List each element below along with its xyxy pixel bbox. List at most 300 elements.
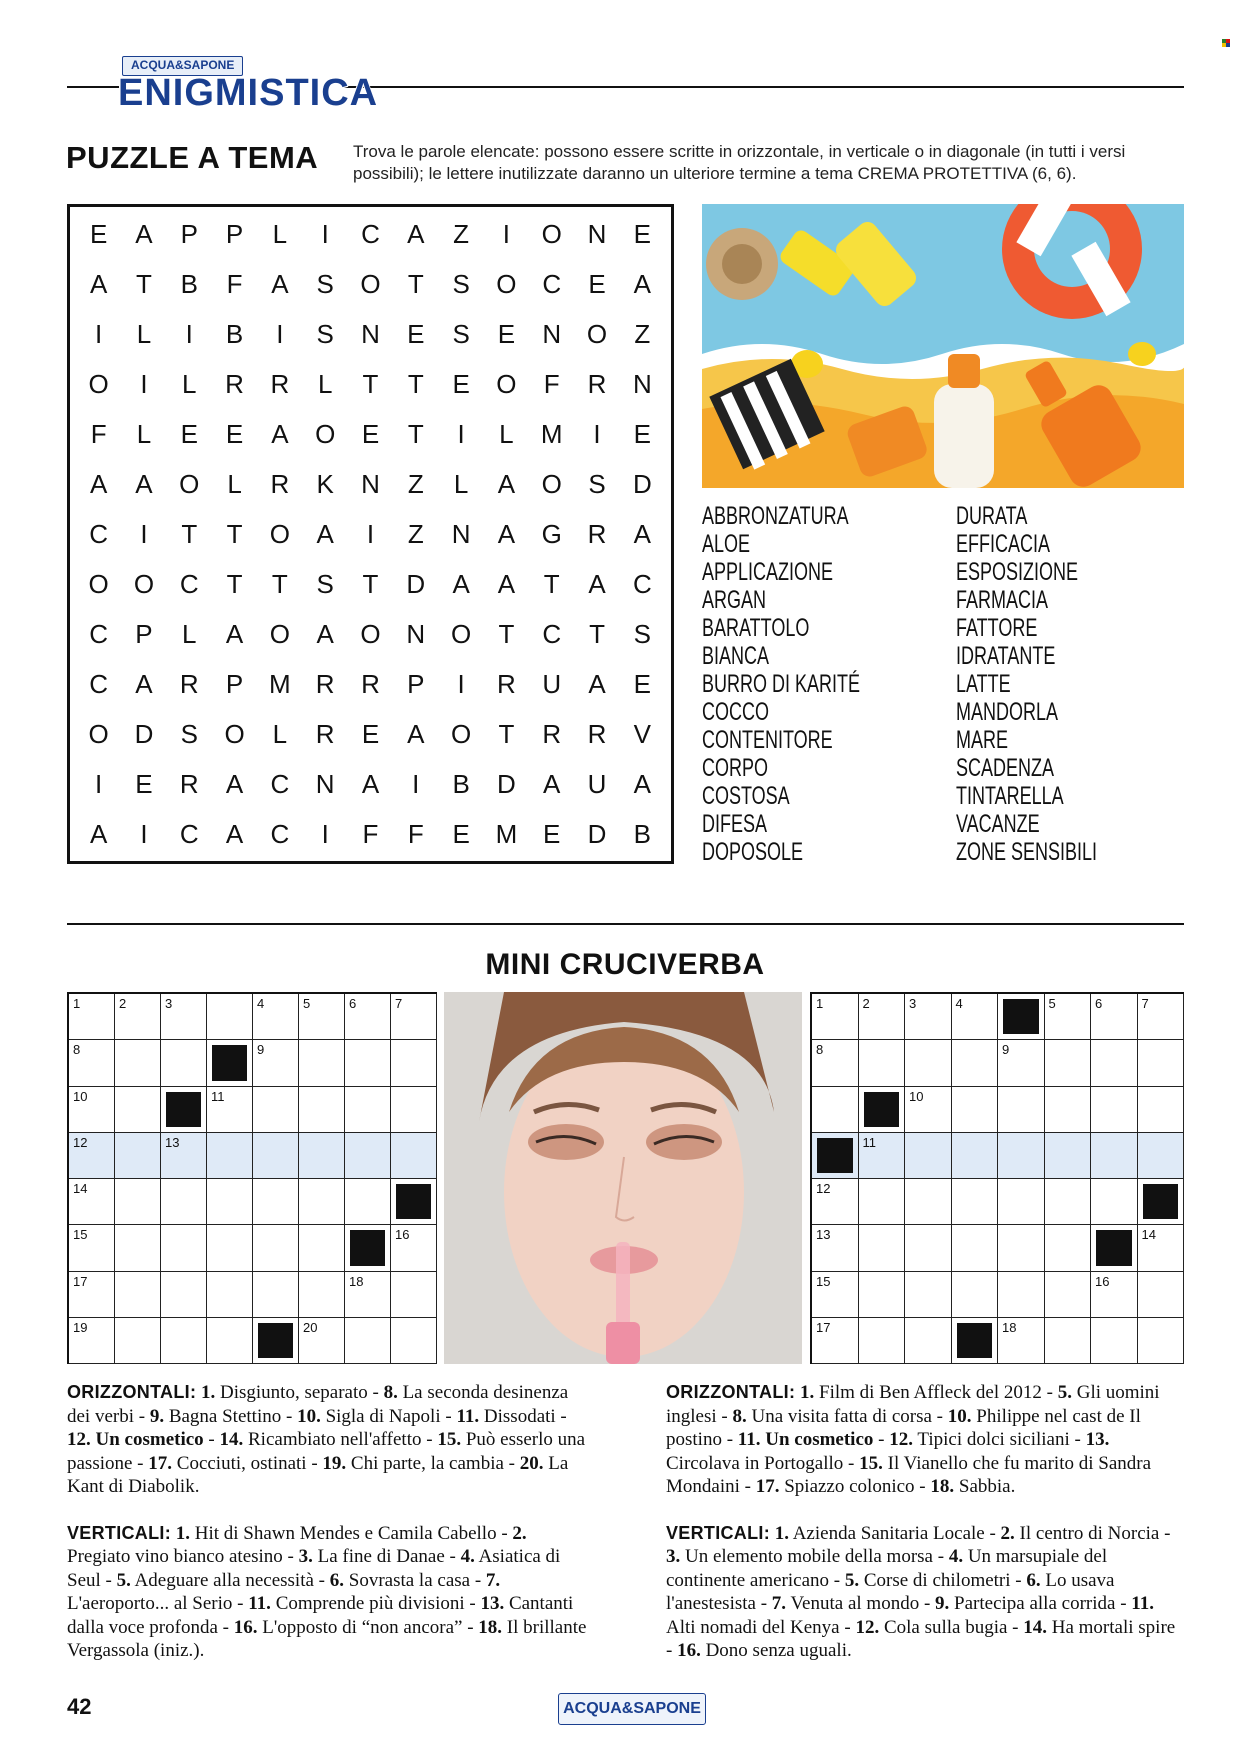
crossword-cell[interactable] — [207, 1225, 253, 1271]
puzzle-title: PUZZLE A TEMA — [66, 140, 319, 175]
clue-number: 9. — [149, 1405, 165, 1427]
grid-letter: L — [227, 468, 242, 499]
grid-letter: N — [406, 618, 426, 649]
clue-number: 2. — [512, 1522, 527, 1544]
crossword-cell[interactable] — [1091, 1040, 1138, 1086]
clue-text: Cantanti dalla voce profonda - — [67, 1593, 574, 1638]
word-item: ABBRONZATURA — [702, 502, 849, 530]
crossword-cell[interactable] — [1091, 1179, 1138, 1225]
word-item: LATTE — [956, 670, 1011, 698]
cell-number: 5 — [1048, 996, 1056, 1011]
grid-letter: R — [587, 518, 607, 549]
grid-letter: N — [587, 218, 607, 249]
crossword-cell[interactable] — [299, 1087, 345, 1133]
crossword-cell[interactable] — [161, 1318, 207, 1364]
crossword-cell[interactable] — [69, 1272, 115, 1318]
cell-number: 3 — [909, 996, 917, 1011]
word-item: ARGAN — [702, 586, 767, 614]
word-item: DURATA — [956, 502, 1028, 530]
crossword-cell[interactable] — [391, 1040, 437, 1086]
word-item: DIFESA — [702, 810, 768, 838]
clue-text: Cocciuti, ostinati - — [172, 1452, 323, 1474]
crossword-cell[interactable] — [299, 1318, 345, 1364]
word-item: IDRATANTE — [956, 642, 1056, 670]
clue-number: 14. — [1023, 1616, 1047, 1638]
header-rule-right — [344, 86, 1184, 88]
grid-letter: U — [542, 668, 562, 699]
clue-text: La fine di Danae - — [312, 1546, 461, 1567]
grid-letter: E — [633, 668, 652, 699]
grid-letter: A — [497, 568, 516, 599]
crossword-cell[interactable] — [952, 1272, 999, 1318]
grid-letter: T — [226, 518, 243, 549]
grid-letter: I — [321, 818, 329, 849]
crossword-cell[interactable] — [998, 1318, 1045, 1364]
clue-number: 15. — [859, 1452, 883, 1474]
cell-number: 2 — [119, 996, 127, 1011]
clue-number: 20. — [519, 1452, 544, 1474]
grid-letter: A — [225, 768, 244, 799]
word-item: COCCO — [702, 698, 770, 726]
crossword-cell[interactable] — [859, 1225, 906, 1271]
crossword-cell[interactable] — [391, 1225, 437, 1271]
footer-logo: ACQUA&SAPONE — [558, 1693, 706, 1725]
grid-letter: M — [540, 418, 563, 449]
grid-letter: A — [89, 468, 108, 499]
grid-letter: R — [361, 668, 380, 699]
clue-text: Ha mortali spire - — [666, 1616, 1176, 1661]
crossword-cell[interactable] — [69, 1318, 115, 1364]
page-number: 42 — [67, 1694, 92, 1719]
clue-text: Circolava in Portogallo - — [666, 1452, 860, 1474]
grid-letter: C — [542, 618, 562, 649]
word-item: FARMACIA — [956, 586, 1049, 614]
clue-text: Ricambiato nell'affetto - — [243, 1429, 438, 1450]
grid-letter: C — [632, 568, 652, 599]
crossword-cell[interactable] — [952, 1225, 999, 1271]
crossword-black-cell — [998, 994, 1045, 1040]
grid-letter: I — [276, 318, 284, 349]
grid-letter: I — [593, 418, 601, 449]
crossword-cell[interactable] — [859, 994, 906, 1040]
crossword-cell[interactable] — [1091, 1087, 1138, 1133]
grid-letter: T — [226, 568, 243, 599]
crossword-cell[interactable] — [1091, 1133, 1138, 1179]
crossword-cell[interactable] — [69, 1087, 115, 1133]
crossword-cell[interactable] — [952, 994, 999, 1040]
crossword-cell[interactable] — [161, 1272, 207, 1318]
grid-letter: E — [588, 268, 606, 299]
clue-number: 11. Un cosmetico — [737, 1429, 874, 1450]
crossword-cell[interactable] — [161, 1133, 207, 1179]
crossword-cell[interactable] — [253, 1225, 299, 1271]
crossword-cell[interactable] — [345, 1040, 391, 1086]
crossword-cell[interactable] — [859, 1272, 906, 1318]
grid-letter: L — [182, 368, 197, 399]
clue-text: Partecipa alla corrida - — [949, 1593, 1132, 1614]
crossword-cell[interactable] — [69, 1040, 115, 1086]
crossword-cell[interactable] — [1045, 1225, 1092, 1271]
grid-letter: E — [452, 368, 470, 399]
crossword-cell[interactable] — [905, 1272, 952, 1318]
crossword-cell[interactable] — [1138, 1318, 1185, 1364]
crossword-cell[interactable] — [1138, 1040, 1185, 1086]
crossword-black-cell — [1138, 1179, 1185, 1225]
grid-letter: E — [361, 418, 380, 449]
crossword-cell[interactable] — [952, 1087, 999, 1133]
grid-letter: A — [271, 268, 289, 299]
crossword-cell[interactable] — [207, 1087, 253, 1133]
grid-letter: A — [452, 568, 470, 599]
word-item: SCADENZA — [956, 754, 1055, 782]
cell-number: 6 — [1095, 996, 1103, 1011]
crossword-cell[interactable] — [345, 1133, 391, 1179]
cell-number: 7 — [1141, 996, 1149, 1011]
crossword-cell[interactable] — [1045, 1272, 1092, 1318]
crossword-cell[interactable] — [998, 1133, 1045, 1179]
cell-number: 9 — [257, 1042, 265, 1058]
crossword-cell[interactable] — [299, 1272, 345, 1318]
horizontal-heading: ORIZZONTALI: — [666, 1382, 796, 1402]
crossword-cell[interactable] — [161, 994, 207, 1040]
crossword-cell[interactable] — [69, 1179, 115, 1225]
crossword-cell[interactable] — [952, 1040, 999, 1086]
cell-number: 16 — [1095, 1273, 1110, 1289]
crossword-cell[interactable] — [859, 1040, 906, 1086]
cell-number: 14 — [1141, 1227, 1156, 1243]
crossword-cell[interactable] — [1045, 1087, 1092, 1133]
grid-letter: O — [541, 468, 562, 499]
section-divider — [67, 923, 1184, 925]
crossword-cell[interactable] — [69, 1133, 115, 1179]
grid-letter: S — [633, 618, 652, 649]
cell-number: 1 — [73, 996, 81, 1011]
clue-number: 4. — [948, 1546, 964, 1567]
crossword-cell[interactable] — [1138, 1133, 1185, 1179]
crossword-cell[interactable] — [905, 1179, 952, 1225]
crossword-cell[interactable] — [952, 1179, 999, 1225]
grid-letter: O — [269, 618, 290, 649]
grid-letter: T — [407, 418, 424, 449]
grid-letter: L — [182, 618, 197, 649]
crossword-cell[interactable] — [1138, 1272, 1185, 1318]
grid-letter: O — [269, 518, 290, 549]
crossword-cell[interactable] — [859, 1318, 906, 1364]
crossword-cell[interactable] — [998, 1179, 1045, 1225]
clue-text: Dono senza uguali. — [700, 1640, 852, 1661]
clue-text: Il centro di Norcia - — [1014, 1522, 1171, 1544]
crossword-cell[interactable] — [998, 1087, 1045, 1133]
crossword-cell[interactable] — [115, 1179, 161, 1225]
clue-number: 15. — [437, 1429, 462, 1450]
crossword-cell[interactable] — [115, 1225, 161, 1271]
crossword-cell[interactable] — [299, 1179, 345, 1225]
crossword-cell[interactable] — [207, 1318, 253, 1364]
crossword-cell[interactable] — [391, 1133, 437, 1179]
horizontal-clues-left — [67, 1381, 587, 1499]
crossword-cell[interactable] — [115, 994, 161, 1040]
crossword-cell[interactable] — [812, 1087, 859, 1133]
grid-letter: P — [180, 218, 198, 249]
clue-number: 3. — [298, 1546, 313, 1567]
clue-text: Venuta al mondo - — [786, 1593, 936, 1614]
crossword-cell[interactable] — [345, 1179, 391, 1225]
cell-number: 6 — [349, 996, 357, 1011]
grid-letter: A — [497, 518, 516, 549]
grid-letter: O — [88, 718, 109, 749]
crossword-cell[interactable] — [905, 1040, 952, 1086]
grid-letter: R — [497, 668, 516, 699]
grid-letter: R — [270, 468, 290, 499]
crossword-cell[interactable] — [952, 1133, 999, 1179]
grid-letter: E — [135, 768, 153, 799]
crossword-black-cell — [952, 1318, 999, 1364]
clue-number: 17. — [755, 1476, 780, 1497]
grid-letter: R — [542, 718, 562, 749]
crossword-cell[interactable] — [253, 1133, 299, 1179]
word-item: APPLICAZIONE — [702, 558, 834, 586]
word-item: MANDORLA — [956, 698, 1059, 726]
crossword-black-cell — [1091, 1225, 1138, 1271]
grid-letter: D — [632, 468, 652, 499]
grid-letter: A — [135, 218, 153, 249]
cell-number: 19 — [73, 1319, 88, 1335]
crossword-cell[interactable] — [905, 1225, 952, 1271]
grid-letter: K — [316, 468, 334, 499]
clue-text: Un elemento mobile della morsa - — [680, 1546, 949, 1567]
crossword-cell[interactable] — [859, 1179, 906, 1225]
crossword-cell[interactable] — [253, 1087, 299, 1133]
grid-letter: T — [271, 568, 288, 599]
crossword-cell[interactable] — [253, 1272, 299, 1318]
crossword-cell[interactable] — [1045, 1040, 1092, 1086]
grid-letter: O — [179, 468, 200, 499]
crossword-cell[interactable] — [345, 1087, 391, 1133]
vertical-clues-left — [67, 1522, 587, 1663]
crossword-cell[interactable] — [253, 994, 299, 1040]
crossword-cell[interactable] — [1045, 1318, 1092, 1364]
grid-letter: C — [179, 568, 199, 599]
crossword-cell[interactable] — [391, 1318, 437, 1364]
clue-text: - — [873, 1429, 890, 1450]
crossword-cell[interactable] — [1045, 1133, 1092, 1179]
clue-number: 17. — [148, 1452, 173, 1474]
crossword-cell[interactable] — [115, 1040, 161, 1086]
clue-text: Adeguare alla necessità - — [130, 1569, 330, 1591]
crossword-cell[interactable] — [115, 1272, 161, 1318]
crossword-cell[interactable] — [253, 1040, 299, 1086]
grid-letter: A — [316, 618, 334, 649]
grid-letter: P — [225, 218, 244, 249]
grid-letter: O — [88, 368, 109, 399]
grid-letter: I — [140, 368, 148, 399]
grid-letter: B — [225, 318, 244, 349]
grid-letter: L — [272, 218, 288, 249]
grid-letter: N — [315, 768, 335, 799]
crossword-cell[interactable] — [1138, 1087, 1185, 1133]
cell-number: 4 — [257, 996, 265, 1011]
grid-letter: B — [633, 818, 652, 849]
corner-mark — [1222, 34, 1230, 42]
crossword-cell[interactable] — [812, 1040, 859, 1086]
crossword-cell[interactable] — [812, 1225, 859, 1271]
cell-number: 17 — [816, 1319, 831, 1335]
cell-number: 5 — [303, 996, 311, 1011]
cell-number: 8 — [73, 1042, 81, 1058]
crossword-cell[interactable] — [905, 1133, 952, 1179]
grid-letter: E — [633, 218, 652, 249]
puzzle-instructions: Trova le parole elencate: possono essere scritte in orizzontale, in verticale o in diagonale (in tutti i versi possibili); le lettere inutilizzate daranno un ulteriore termine a tema CREMA PROTETTIVA (6, 6). — [353, 142, 1126, 183]
cell-number: 7 — [395, 996, 403, 1011]
crossword-cell[interactable] — [345, 1318, 391, 1364]
word-item: ZONE SENSIBILI — [956, 838, 1098, 866]
grid-letter: C — [89, 518, 109, 549]
vertical-heading: VERTICALI: — [666, 1522, 770, 1543]
crossword-cell[interactable] — [391, 1272, 437, 1318]
crossword-cell[interactable] — [1138, 994, 1185, 1040]
crossword-cell[interactable] — [299, 1225, 345, 1271]
cell-number: 20 — [303, 1319, 318, 1335]
crossword-cell[interactable] — [1091, 994, 1138, 1040]
grid-letter: I — [457, 418, 465, 449]
grid-letter: A — [225, 618, 244, 649]
word-item: EFFICACIA — [956, 530, 1051, 558]
crossword-cell[interactable] — [299, 994, 345, 1040]
crossword-cell[interactable] — [812, 1318, 859, 1364]
clue-text: Comprende più divisioni - — [270, 1593, 481, 1614]
crossword-cell[interactable] — [1045, 994, 1092, 1040]
grid-letter: F — [90, 418, 107, 449]
clue-number: 11. — [1131, 1593, 1154, 1614]
crossword-cell[interactable] — [207, 1272, 253, 1318]
grid-letter: V — [633, 718, 652, 749]
crossword-cell[interactable] — [115, 1318, 161, 1364]
clue-text: Disgiunto, separato - — [215, 1382, 384, 1403]
crossword-cell[interactable] — [812, 1179, 859, 1225]
crossword-cell[interactable] — [1045, 1179, 1092, 1225]
clue-number: 14. — [219, 1429, 244, 1450]
horizontal-clues-right — [666, 1381, 1186, 1499]
crossword-cell[interactable] — [299, 1133, 345, 1179]
grid-letter: G — [541, 518, 562, 549]
crossword-cell[interactable] — [998, 1225, 1045, 1271]
grid-letter: P — [135, 618, 153, 649]
grid-letter: N — [542, 318, 562, 349]
crossword-cell[interactable] — [905, 1318, 952, 1364]
grid-letter: E — [89, 218, 108, 249]
grid-letter: L — [499, 418, 514, 449]
crossword-cell[interactable] — [161, 1040, 207, 1086]
crossword-cell[interactable] — [1091, 1318, 1138, 1364]
crossword-cell[interactable] — [207, 1179, 253, 1225]
clue-text: Sigla di Napoli - — [320, 1405, 457, 1427]
cell-number: 10 — [909, 1088, 924, 1104]
grid-letter: S — [588, 468, 606, 499]
grid-letter: S — [316, 568, 334, 599]
grid-letter: A — [633, 268, 652, 299]
crossword-cell[interactable] — [253, 1179, 299, 1225]
crossword-cell[interactable] — [115, 1087, 161, 1133]
crossword-cell[interactable] — [1091, 1272, 1138, 1318]
grid-letter: A — [633, 518, 652, 549]
cell-number: 13 — [165, 1134, 180, 1150]
grid-letter: I — [140, 818, 148, 849]
clue-text: Dissodati - — [479, 1405, 567, 1427]
grid-letter: A — [135, 668, 153, 699]
grid-letter: R — [315, 718, 335, 749]
crossword-cell[interactable] — [207, 994, 253, 1040]
crossword-cell[interactable] — [345, 1272, 391, 1318]
grid-letter: L — [272, 718, 288, 749]
crossword-cell[interactable] — [69, 994, 115, 1040]
clue-number: 4. — [460, 1546, 475, 1567]
crossword-cell[interactable] — [812, 994, 859, 1040]
word-item: BARATTOLO — [702, 614, 810, 642]
clue-text: Una visita fatta di corsa - — [746, 1405, 948, 1427]
crossword-black-cell — [161, 1087, 207, 1133]
grid-letter: T — [407, 368, 424, 399]
crossword-cell[interactable] — [161, 1225, 207, 1271]
clue-text: Azienda Sanitaria Locale - — [789, 1522, 1001, 1544]
word-item: ALOE — [702, 530, 751, 558]
grid-letter: A — [89, 268, 108, 299]
crossword-cell[interactable] — [998, 1272, 1045, 1318]
grid-letter: E — [543, 818, 561, 849]
crossword-cell[interactable] — [161, 1179, 207, 1225]
crossword-cell[interactable] — [115, 1133, 161, 1179]
crossword-cell[interactable] — [812, 1272, 859, 1318]
cell-number: 8 — [816, 1042, 824, 1058]
vertical-clues-right — [666, 1522, 1186, 1663]
grid-letter: R — [587, 718, 607, 749]
clue-text: Gli uomini inglesi - — [666, 1382, 1160, 1427]
vertical-heading: VERTICALI: — [67, 1522, 171, 1543]
cell-number: 18 — [1002, 1319, 1017, 1335]
grid-letter: A — [543, 768, 561, 799]
cell-number: 17 — [73, 1273, 88, 1289]
grid-letter: F — [407, 818, 424, 849]
crossword-cell[interactable] — [299, 1040, 345, 1086]
crossword-cell[interactable] — [345, 994, 391, 1040]
grid-letter: R — [179, 668, 199, 699]
crossword-black-cell — [207, 1040, 253, 1086]
grid-letter: I — [185, 318, 193, 349]
crossword-cell[interactable] — [859, 1133, 906, 1179]
crossword-cell[interactable] — [1138, 1225, 1185, 1271]
grid-letter: C — [270, 768, 290, 799]
grid-letter: R — [225, 368, 244, 399]
grid-letter: I — [412, 768, 420, 799]
grid-letter: S — [316, 268, 334, 299]
grid-letter: D — [587, 818, 607, 849]
grid-letter: O — [315, 418, 336, 449]
crossword-cell[interactable] — [998, 1040, 1045, 1086]
crossword-cell[interactable] — [905, 1087, 952, 1133]
crossword-cell[interactable] — [207, 1133, 253, 1179]
grid-letter: A — [633, 768, 652, 799]
grid-letter: A — [407, 718, 425, 749]
clue-number: 13. — [480, 1593, 505, 1614]
crossword-cell[interactable] — [391, 1087, 437, 1133]
grid-letter: E — [225, 418, 244, 449]
cell-number: 1 — [816, 996, 824, 1011]
word-item: ESPOSIZIONE — [956, 558, 1079, 586]
crossword-cell[interactable] — [391, 994, 437, 1040]
grid-letter: R — [587, 368, 607, 399]
crossword-cell[interactable] — [905, 994, 952, 1040]
crossword-cell[interactable] — [69, 1225, 115, 1271]
grid-letter: P — [225, 668, 244, 699]
